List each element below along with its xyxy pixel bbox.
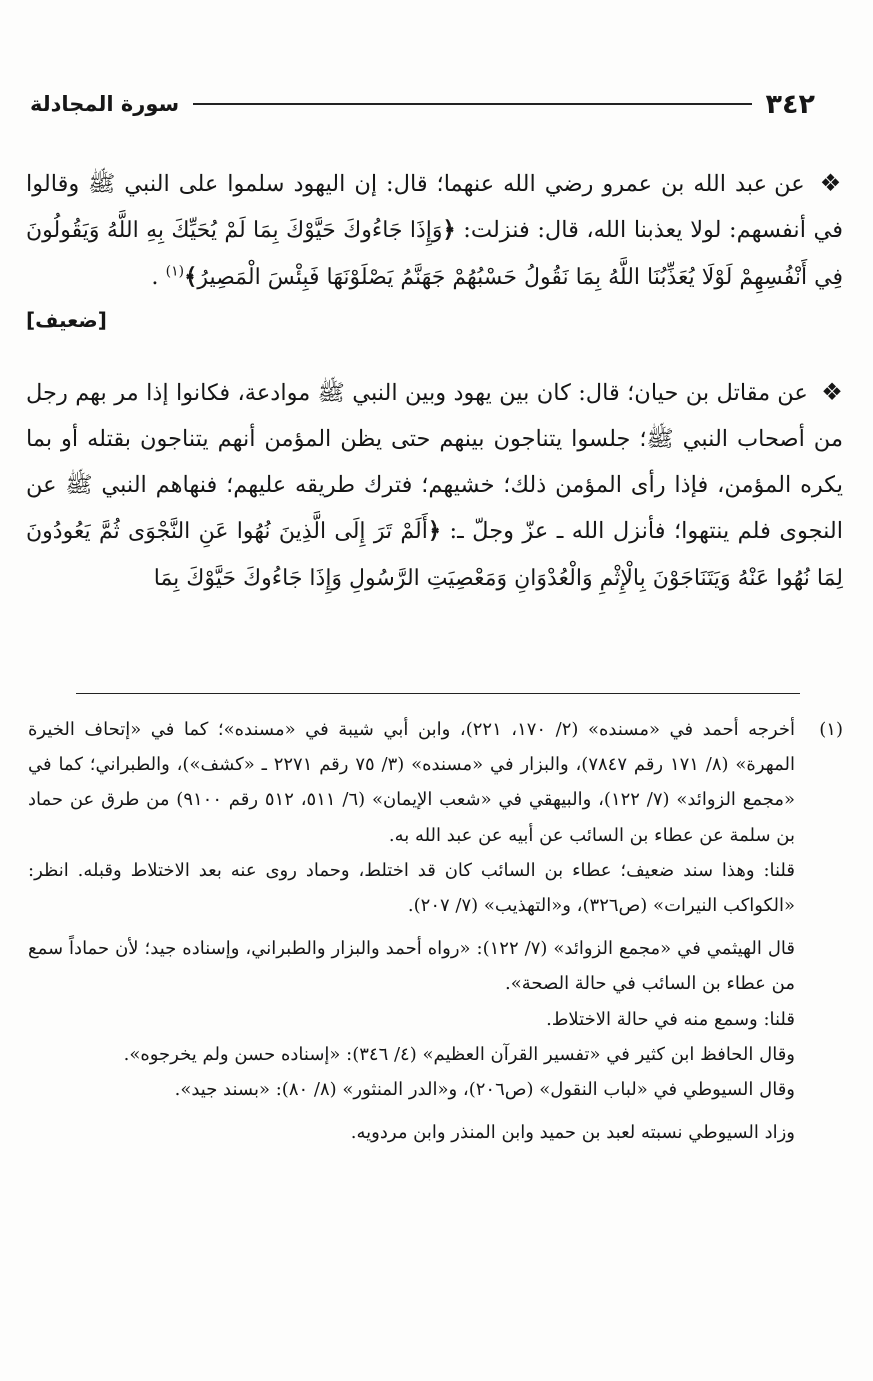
surah-title: سورة المجادلة	[30, 92, 180, 116]
footnote-number: (١)	[819, 719, 843, 740]
quran-verse-1: وَإِذَا جَاءُوكَ حَيَّوْكَ بِمَا لَمْ يُحَيِّكَ بِهِ اللَّهُ وَيَقُولُونَ فِي أَنْفُسِهِمْ لَوْلَا يُعَذِّبُنَا اللَّهُ بِمَا نَقُولُ حَسْبُهُمْ جَهَنَّمُ يَصْلَوْنَهَا فَبِئْسَ الْمَصِيرُ	[26, 218, 843, 290]
hadith-2	[26, 369, 843, 602]
page-number: ٣٤٢	[765, 88, 815, 120]
diamond-bullet-icon: ❖	[821, 378, 844, 406]
verse-open-brace: ﴿	[427, 518, 442, 544]
footnote-paragraph: قال الهيثمي في «مجمع الزوائد» (٧/ ١٢٢): «رواه أحمد والبزار والطبراني، وإسناده جيد؛ لأن حماداً سمع من عطاء بن السائب في حالة الصحة».	[28, 938, 795, 995]
verse-close-brace: ﴾	[184, 264, 198, 290]
footnote-paragraph: أخرجه أحمد في «مسنده» (٢/ ١٧٠، ٢٢١)، وابن أبي شيبة في «مسنده»؛ كما في «إتحاف الخيرة المهرة» (٨/ ١٧١ رقم ٧٨٤٧)، والبزار في «مسنده» (٣/ ٧٥ رقم ٢٢٧١ ـ «كشف»)، والطبراني؛ كما في «مجمع الزوائد» (٧/ ١٢٢)، والبيهقي في «شعب الإيمان» (٦/ ٥١١، ٥١٢ رقم ٩١٠٠) من طرق عن حماد بن سلمة عن عطاء بن السائب عن أبيه عن عبد الله به.	[28, 719, 796, 846]
diamond-bullet-icon: ❖	[819, 169, 844, 197]
footnote-1	[28, 712, 843, 1150]
hadith-1	[26, 160, 843, 301]
sentence-end: .	[151, 264, 166, 290]
footnote-reference: (١)	[165, 263, 185, 280]
footnote-paragraph: وزاد السيوطي نسبته لعبد بن حميد وابن المنذر وابن مردويه.	[350, 1122, 795, 1144]
footnotes	[28, 712, 843, 1150]
footnote-paragraph: قلنا: وسمع منه في حالة الاختلاط.	[546, 1008, 795, 1030]
page-header	[30, 84, 815, 124]
footnote-body	[28, 712, 795, 1150]
verse-open-brace: ﴿	[442, 217, 456, 243]
footnote-separator	[76, 693, 800, 694]
hadith-2-text: عن مقاتل بن حيان؛ قال: كان بين يهود وبين النبي ﷺ موادعة، فكانوا إذا مر بهم رجل من أصحاب النبي ﷺ؛ جلسوا يتناجون بينهم حتى يظن المؤمن أنهم يتناجون بقتله أو بما يكره المؤمن، فإذا رأى المؤمن ذلك؛ خشيهم؛ فترك طريقه عليهم؛ فنهاهم النبي ﷺ عن النجوى فلم ينتهوا؛ فأنزل الله ـ عزّ وجلّ ـ:	[26, 380, 843, 544]
quran-verse-2: أَلَمْ تَرَ إِلَى الَّذِينَ نُهُوا عَنِ النَّجْوَى ثُمَّ يَعُودُونَ لِمَا نُهُوا عَنْهُ وَيَتَنَاجَوْنَ بِالْإِثْمِ وَالْعُدْوَانِ وَمَعْصِيَتِ الرَّسُولِ وَإِذَا جَاءُوكَ حَيَّوْكَ بِمَا	[26, 519, 843, 591]
footnote-paragraph: قلنا: وهذا سند ضعيف؛ عطاء بن السائب كان قد اختلط، وحماد روى عنه بعد الاختلاط وقبله. انظر: «الكواكب النيرات» (ص٣٢٦)، و«التهذيب» (٧/ ٢٠٧).	[28, 859, 795, 917]
main-text	[26, 160, 843, 602]
grade-label: [ضعيف]	[26, 308, 107, 332]
hadith-1-text: عن عبد الله بن عمرو رضي الله عنهما؛ قال: إن اليهود سلموا على النبي ﷺ وقالوا في أنفسهم: لولا يعذبنا الله، قال: فنزلت:	[26, 171, 844, 243]
footnote-paragraph: وقال السيوطي في «لباب النقول» (ص٢٠٦)، و«الدر المنثور» (٨/ ٨٠): «بسند جيد».	[174, 1079, 795, 1101]
footnote-paragraph: وقال الحافظ ابن كثير في «تفسير القرآن العظيم» (٤/ ٣٤٦): «إسناده حسن ولم يخرجوه».	[123, 1043, 795, 1065]
header-rule	[193, 103, 751, 105]
